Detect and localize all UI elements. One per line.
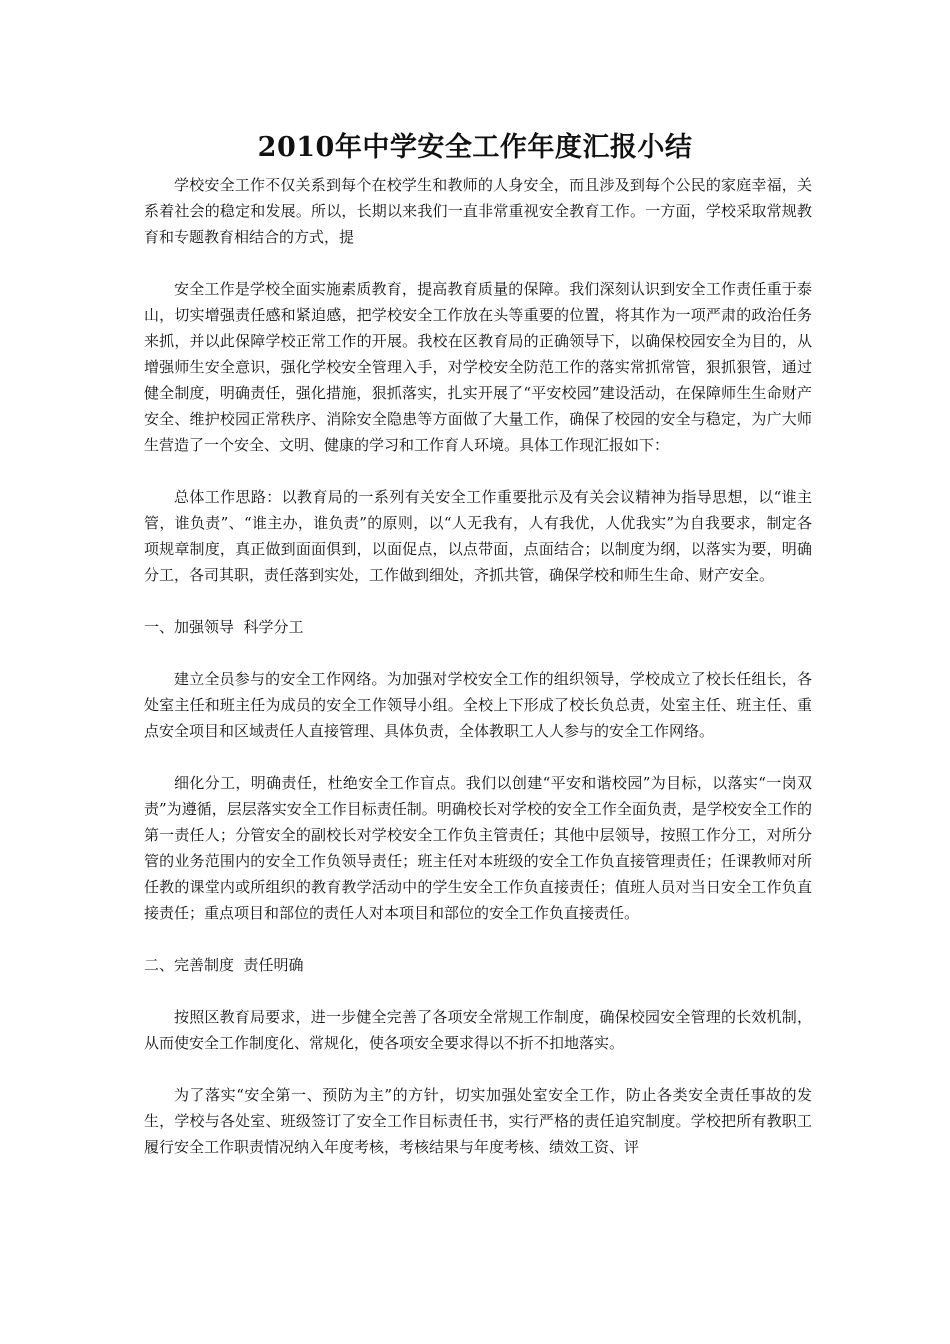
paragraph-spacer xyxy=(144,926,812,952)
paragraph-spacer xyxy=(144,250,812,276)
section1-paragraph-2: 细化分工，明确责任，杜绝安全工作盲点。我们以创建“平安和谐校园”为目标，以落实“一岗双责”为遵循，层层落实安全工作目标责任制。明确校长对学校的安全工作全面负责，是学校安全工作的第一责任人；分管安全的副校长对学校安全工作负主管责任；其他中层领导，按照工作分工，对所分管的业务范围内的安全工作负领导责任；班主任对本班级的安全工作负直接管理责任；任课教师对所任教的课堂内或所组织的教育教学活动中的学生安全工作负直接责任；值班人员对当日安全工作负直接责任；重点项目和部位的责任人对本项目和部位的安全工作负直接责任。 xyxy=(144,774,812,922)
overview-paragraph: 安全工作是学校全面实施素质教育，提高教育质量的保障。我们深刻认识到安全工作责任重于泰山，切实增强责任感和紧迫感，把学校安全工作放在头等重要的位置，将其作为一项严肃的政治任务来抓，并以此保障学校正常工作的开展。我校在区教育局的正确领导下，以确保校园安全为目的，从增强师生安全意识，强化学校安全管理入手，对学校安全防范工作的落实常抓常管，狠抓狠管，通过健全制度，明确责任，强化措施，狠抓落实，扎实开展了“平安校园”建设活动，在保障师生生命财产安全、维护校园正常秩序、消除安全隐患等方面做了大量工作，确保了校园的安全与稳定，为广大师生营造了一个安全、文明、健康的学习和工作育人环境。具体工作现汇报如下： xyxy=(144,280,812,454)
paragraph-spacer xyxy=(144,978,812,1004)
paragraph-spacer xyxy=(144,1056,812,1082)
paragraph-spacer xyxy=(144,640,812,666)
paragraph-spacer xyxy=(144,458,812,484)
intro-paragraph: 学校安全工作不仅关系到每个在校学生和教师的人身安全，而且涉及到每个公民的家庭幸福，关系着社会的稳定和发展。所以，长期以来我们一直非常重视安全教育工作。一方面，学校采取常规教育和专题教育相结合的方式，提 xyxy=(144,176,812,246)
approach-paragraph: 总体工作思路：以教育局的一系列有关安全工作重要批示及有关会议精神为指导思想，以“谁主管，谁负责”、“谁主办，谁负责”的原则，以“人无我有，人有我优，人优我实”为自我要求，制定各项规章制度，真正做到面面俱到，以面促点，以点带面，点面结合；以制度为纲，以落实为要，明确分工，各司其职，责任落到实处，工作做到细处，齐抓共管，确保学校和师生生命、财产安全。 xyxy=(144,488,812,584)
section-heading-2: 二、完善制度 责任明确 xyxy=(144,956,304,974)
paragraph-spacer xyxy=(144,588,812,614)
section2-paragraph-2: 为了落实“安全第一、预防为主”的方针，切实加强处室安全工作，防止各类安全责任事故的发生，学校与各处室、班级签订了安全工作目标责任书，实行严格的责任追究制度。学校把所有教职工履行安全工作职责情况纳入年度考核，考核结果与年度考核、绩效工资、评 xyxy=(144,1086,812,1156)
section-heading-1: 一、加强领导 科学分工 xyxy=(144,618,304,636)
section2-paragraph-1: 按照区教育局要求，进一步健全完善了各项安全常规工作制度，确保校园安全管理的长效机制，从而使安全工作制度化、常规化，使各项安全要求得以不折不扣地落实。 xyxy=(144,1008,812,1052)
section1-paragraph-1: 建立全员参与的安全工作网络。为加强对学校安全工作的组织领导，学校成立了校长任组长，各处室主任和班主任为成员的安全工作领导小组。全校上下形成了校长负总责，处室主任、班主任、重点安全项目和区域责任人直接管理、具体负责，全体教职工人人参与的安全工作网络。 xyxy=(144,670,812,740)
document-title: 2010年中学安全工作年度汇报小结 xyxy=(257,132,693,163)
paragraph-spacer xyxy=(144,744,812,770)
document-body xyxy=(144,172,812,1160)
